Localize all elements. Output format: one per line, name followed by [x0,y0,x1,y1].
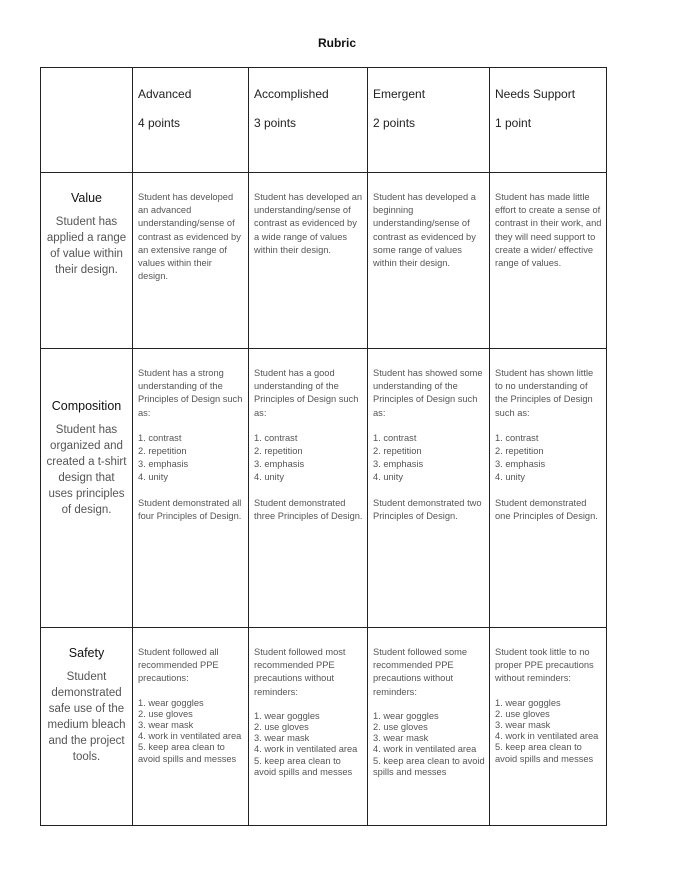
descriptor-cell [368,349,490,628]
descriptor-text: Student has shown little to no understanding of the Principles of Design such as: [495,368,594,418]
list-item: 3. emphasis [138,459,189,470]
level-points: 4 points [138,116,181,130]
list-item: 5. keep area clean to avoid spills and messes [138,742,237,764]
criterion-description: Student has applied a range of value within their design. [46,216,127,276]
list-item: 1. wear goggles [138,697,204,708]
descriptor-text: Student followed most recommended PPE precautions without reminders: [254,647,346,697]
criterion-cell [41,349,133,628]
descriptor-cell [249,628,368,826]
list-item: 3. wear mask [138,720,194,731]
level-header-advanced [133,68,249,173]
criterion-description: Student has organized and created a t-shirt design that uses principles of design. [46,424,127,516]
criterion-row-safety [41,628,607,826]
descriptor-cell [133,173,249,349]
descriptor-text: Student has developed an understanding/sense of contrast as evidenced by a wide range of values within their design. [254,192,363,255]
list-item: 4. unity [254,472,284,483]
level-points: 1 point [495,116,532,130]
criterion-row-composition [41,349,607,628]
descriptor-text: Student has a good understanding of the Principles of Design such as: [254,368,359,418]
descriptor-text: Student has developed an advanced understanding/sense of contrast as evidenced by an extensive range of values within their design. [138,192,241,282]
level-name: Advanced [138,87,192,101]
rubric-table [40,67,607,826]
descriptor-text: Student has developed a beginning understanding/sense of contrast as evidenced by some range of values within their design. [373,192,476,269]
ppe-list [373,711,485,778]
list-item: 2. use gloves [254,722,309,733]
descriptor-cell [133,349,249,628]
list-item: 2. repetition [373,446,422,457]
descriptor-cell [490,173,607,349]
list-item: 4. unity [138,472,168,483]
descriptor-text: Student followed all recommended PPE precautions: [138,647,219,684]
list-item: 2. repetition [138,446,187,457]
list-item: 2. use gloves [373,722,428,733]
list-item: 5. keep area clean to avoid spills and messes [254,755,353,777]
list-item: 4. work in ventilated area [138,731,242,742]
list-item: 3. wear mask [373,733,429,744]
list-item: 3. emphasis [254,459,305,470]
descriptor-text: Student has a strong understanding of the Principles of Design such as: [138,368,243,418]
descriptor-cell [133,628,249,826]
list-item: 4. unity [373,472,403,483]
ppe-list [254,711,363,778]
descriptor-cell [249,173,368,349]
page-title: Rubric [317,36,356,50]
level-name: Needs Support [495,87,576,101]
list-item: 1. contrast [373,432,417,443]
level-name: Accomplished [254,87,329,101]
list-item: 2. use gloves [138,708,193,719]
list-item: 2. repetition [495,446,544,457]
list-item: 1. wear goggles [373,710,439,721]
criterion-description: Student demonstrated safe use of the medium bleach and the project tools. [47,671,126,763]
descriptor-text: Student has showed some understanding of the Principles of Design such as: [373,368,483,418]
descriptor-summary: Student demonstrated two Principles of Design. [373,497,482,521]
descriptor-summary: Student demonstrated three Principles of Design. [254,497,363,521]
list-item: 2. repetition [254,446,303,457]
list-item: 3. emphasis [495,459,546,470]
list-item: 1. wear goggles [254,710,320,721]
principles-list [495,432,602,485]
principles-list [138,432,244,485]
criterion-cell [41,173,133,349]
descriptor-cell [249,349,368,628]
list-item: 2. use gloves [495,708,550,719]
list-item: 4. work in ventilated area [254,744,358,755]
list-item: 1. contrast [495,432,539,443]
ppe-list [138,698,244,765]
criterion-name: Safety [68,646,105,660]
descriptor-cell [490,628,607,826]
criterion-cell [41,628,133,826]
principles-list [254,432,363,485]
list-item: 3. emphasis [373,459,424,470]
list-item: 3. wear mask [495,720,551,731]
list-item: 4. work in ventilated area [495,731,599,742]
list-item: 4. work in ventilated area [373,744,477,755]
level-header-needs-support [490,68,607,173]
ppe-list [495,698,602,765]
list-item: 5. keep area clean to avoid spills and messes [495,742,594,764]
level-header-emergent [368,68,490,173]
descriptor-text: Student took little to no proper PPE precautions without reminders: [495,647,594,684]
list-item: 1. contrast [138,432,182,443]
criterion-row-value [41,173,607,349]
criterion-name: Value [70,191,103,205]
descriptor-summary: Student demonstrated one Principles of Design. [495,497,598,521]
level-points: 3 points [254,116,297,130]
descriptor-cell [368,173,490,349]
descriptor-cell [368,628,490,826]
list-item: 3. wear mask [254,733,310,744]
descriptor-summary: Student demonstrated all four Principles of Design. [138,497,242,521]
descriptor-text: Student has made little effort to create a sense of contrast in their work, and they will need support to create a wider/ effective range of values. [495,192,602,269]
header-row [41,68,607,173]
level-name: Emergent [373,87,426,101]
descriptor-text: Student followed some recommended PPE precautions without reminders: [373,647,468,697]
list-item: 1. contrast [254,432,298,443]
descriptor-cell [490,349,607,628]
level-header-accomplished [249,68,368,173]
empty-corner-cell [41,68,133,173]
level-points: 2 points [373,116,416,130]
list-item: 5. keep area clean to avoid spills and messes [373,755,485,777]
principles-list [373,432,485,485]
criterion-name: Composition [51,399,122,413]
list-item: 4. unity [495,472,525,483]
list-item: 1. wear goggles [495,697,561,708]
